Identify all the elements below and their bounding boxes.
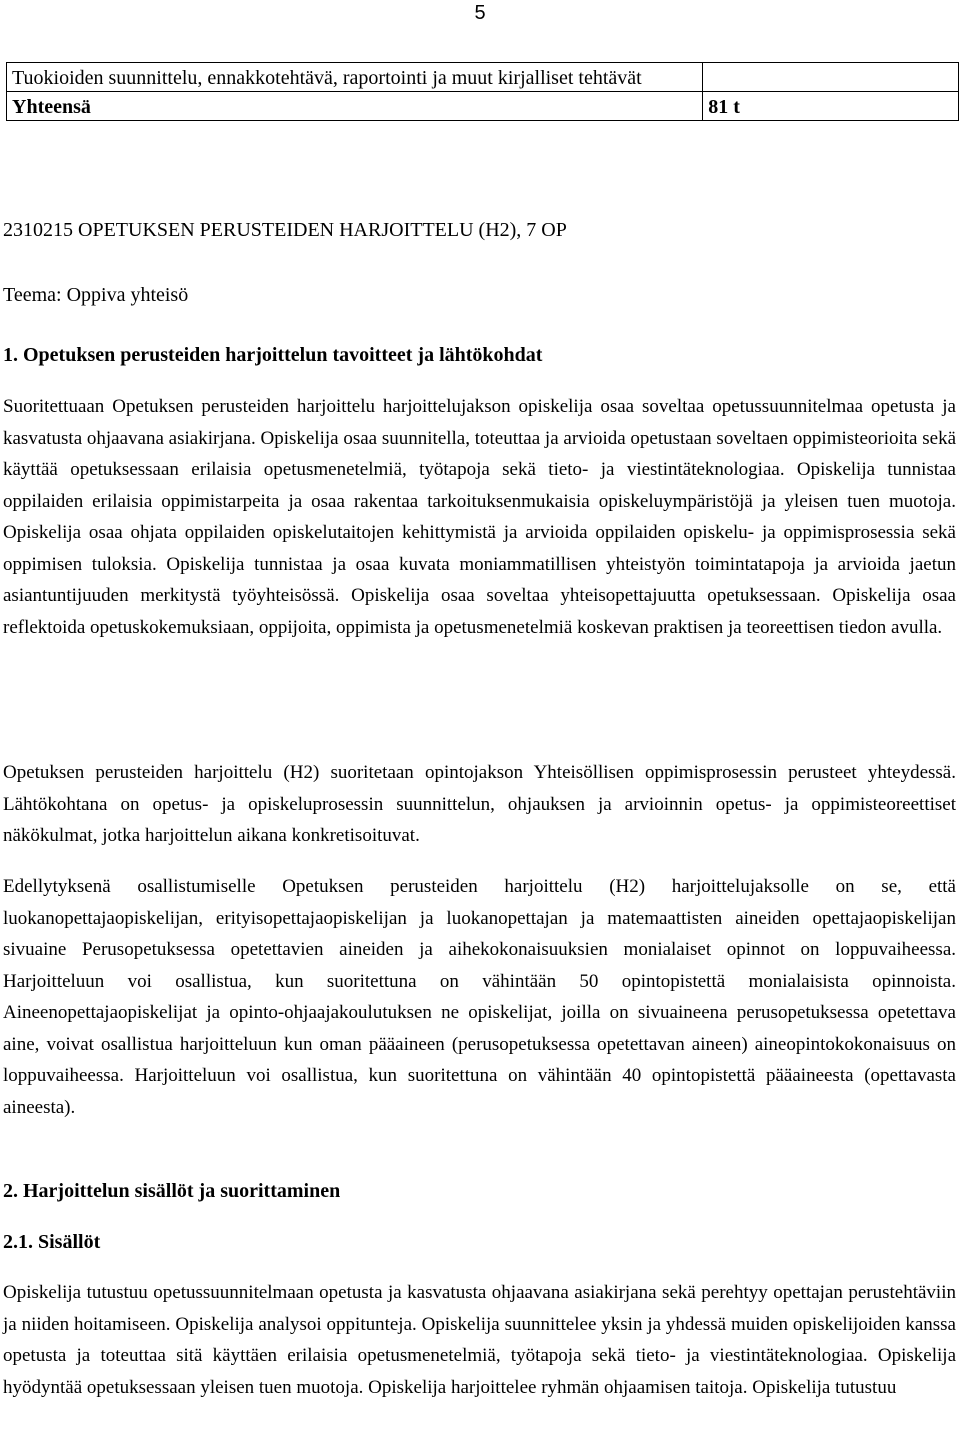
hours-table [6,62,959,121]
paragraph-context: Opetuksen perusteiden harjoittelu (H2) suoritetaan opintojakson Yhteisöllisen oppimisprosessin perusteet yhteydessä. Lähtökohtana on opetus- ja opiskeluprosessin suunnittelun, ohjauksen ja arvioinnin opetus- ja oppimisteoreettiset näkökulmat, jotka harjoittelun aikana konkretisoituvat. [3,762,956,846]
subsection-heading: 2.1. Sisällöt [3,1231,101,1253]
table-total-value: 81 t [703,92,959,121]
theme-line: Teema: Oppiva yhteisö [3,284,189,306]
page-number: 5 [474,2,486,24]
course-title: 2310215 OPETUKSEN PERUSTEIDEN HARJOITTELU (H2), 7 OP [3,219,567,241]
table-cell-hours [703,63,959,92]
table-row-total [7,92,959,121]
table-cell-task: Tuokioiden suunnittelu, ennakkotehtävä, raportointi ja muut kirjalliset tehtävät [7,63,703,92]
section-heading: 2. Harjoittelun sisällöt ja suorittaminen [3,1180,341,1202]
paragraph-contents: Opiskelija tutustuu opetussuunnitelmaan opetusta ja kasvatusta ohjaavana asiakirjana sekä perehtyy opettajan perustehtäviin ja niiden hoitamiseen. Opiskelija analysoi oppitunteja. Opiskelija suunnittelee yksin ja yhdessä muiden opiskelijoiden kanssa opetusta ja toteuttaa sitä käyttäen erilaisia opetusmenetelmiä, työtapoja sekä tieto- ja viestintäteknologiaa. Opiskelija hyödyntää opetuksessaan yleisen tuen muotoja. Opiskelija harjoittelee ryhmän ohjaamisen taitoja. Opiskelija tutustuu [3,1282,956,1398]
paragraph-prerequisites: Edellytyksenä osallistumiselle Opetuksen perusteiden harjoittelu (H2) harjoittelujaksolle on se, että luokanopettajaopiskelijan, erityisopettajaopiskelijan ja luokanopettajan ja matemaattisten aineiden opettajaopiskelijan sivuaine Perusopetuksessa opetettavien aineiden ja aihekokonaisuuksien monialaiset opinnot on loppuvaiheessa. Harjoitteluun voi osallistua, kun suoritettuna on vähintään 50 opintopistettä monialaisista opinnoista. Aineenopettajaopiskelijat ja opinto-ohjaajakoulutuksen ne opiskelijat, joilla on sivuaineena perusopetuksessa opetettava aine, voivat osallistua harjoitteluun kun oman pääaineen (perusopetuksessa opetettavan aineen) aineopintokokonaisuus on loppuvaiheessa. Harjoitteluun voi osallistua, kun suoritettuna on vähintään 40 opintopistettä pääaineesta (opettavasta aineesta). [3,876,956,1118]
section-heading: 1. Opetuksen perusteiden harjoittelun tavoitteet ja lähtökohdat [3,344,543,366]
table-total-label: Yhteensä [7,92,703,121]
table-row [7,63,959,92]
paragraph-objectives: Suoritettuaan Opetuksen perusteiden harjoittelu harjoittelujakson opiskelija osaa soveltaa opetussuunnitelmaa opetusta ja kasvatusta ohjaavana asiakirjana. Opiskelija osaa suunnitella, toteuttaa ja arvioida opetustaan soveltaen oppimisteorioita sekä käyttää opetuksessaan erilaisia opetusmenetelmiä, työtapoja sekä tieto- ja viestintäteknologiaa. Opiskelija tunnistaa oppilaiden erilaisia oppimistarpeita ja osaa rakentaa tarkoituksenmukaisia opiskeluympäristöjä ja yleisen tuen muotoja. Opiskelija osaa ohjata oppilaiden opiskelutaitojen kehittymistä ja arvioida oppilaiden opiskelu- ja oppimisprosessia sekä oppimisen tuloksia. Opiskelija tunnistaa ja osaa kuvata moniammatillisen yhteistyön toimintatapoja ja arvioida jaetun asiantuntijuuden merkitystä työyhteisössä. Opiskelija osaa soveltaa yhteisopettajuutta opetuksessaan. Opiskelija osaa reflektoida opetuskokemuksiaan, oppijoita, oppimista ja opetusmenetelmiä koskevan praktisen ja teoreettisen tiedon avulla. [3,396,956,638]
